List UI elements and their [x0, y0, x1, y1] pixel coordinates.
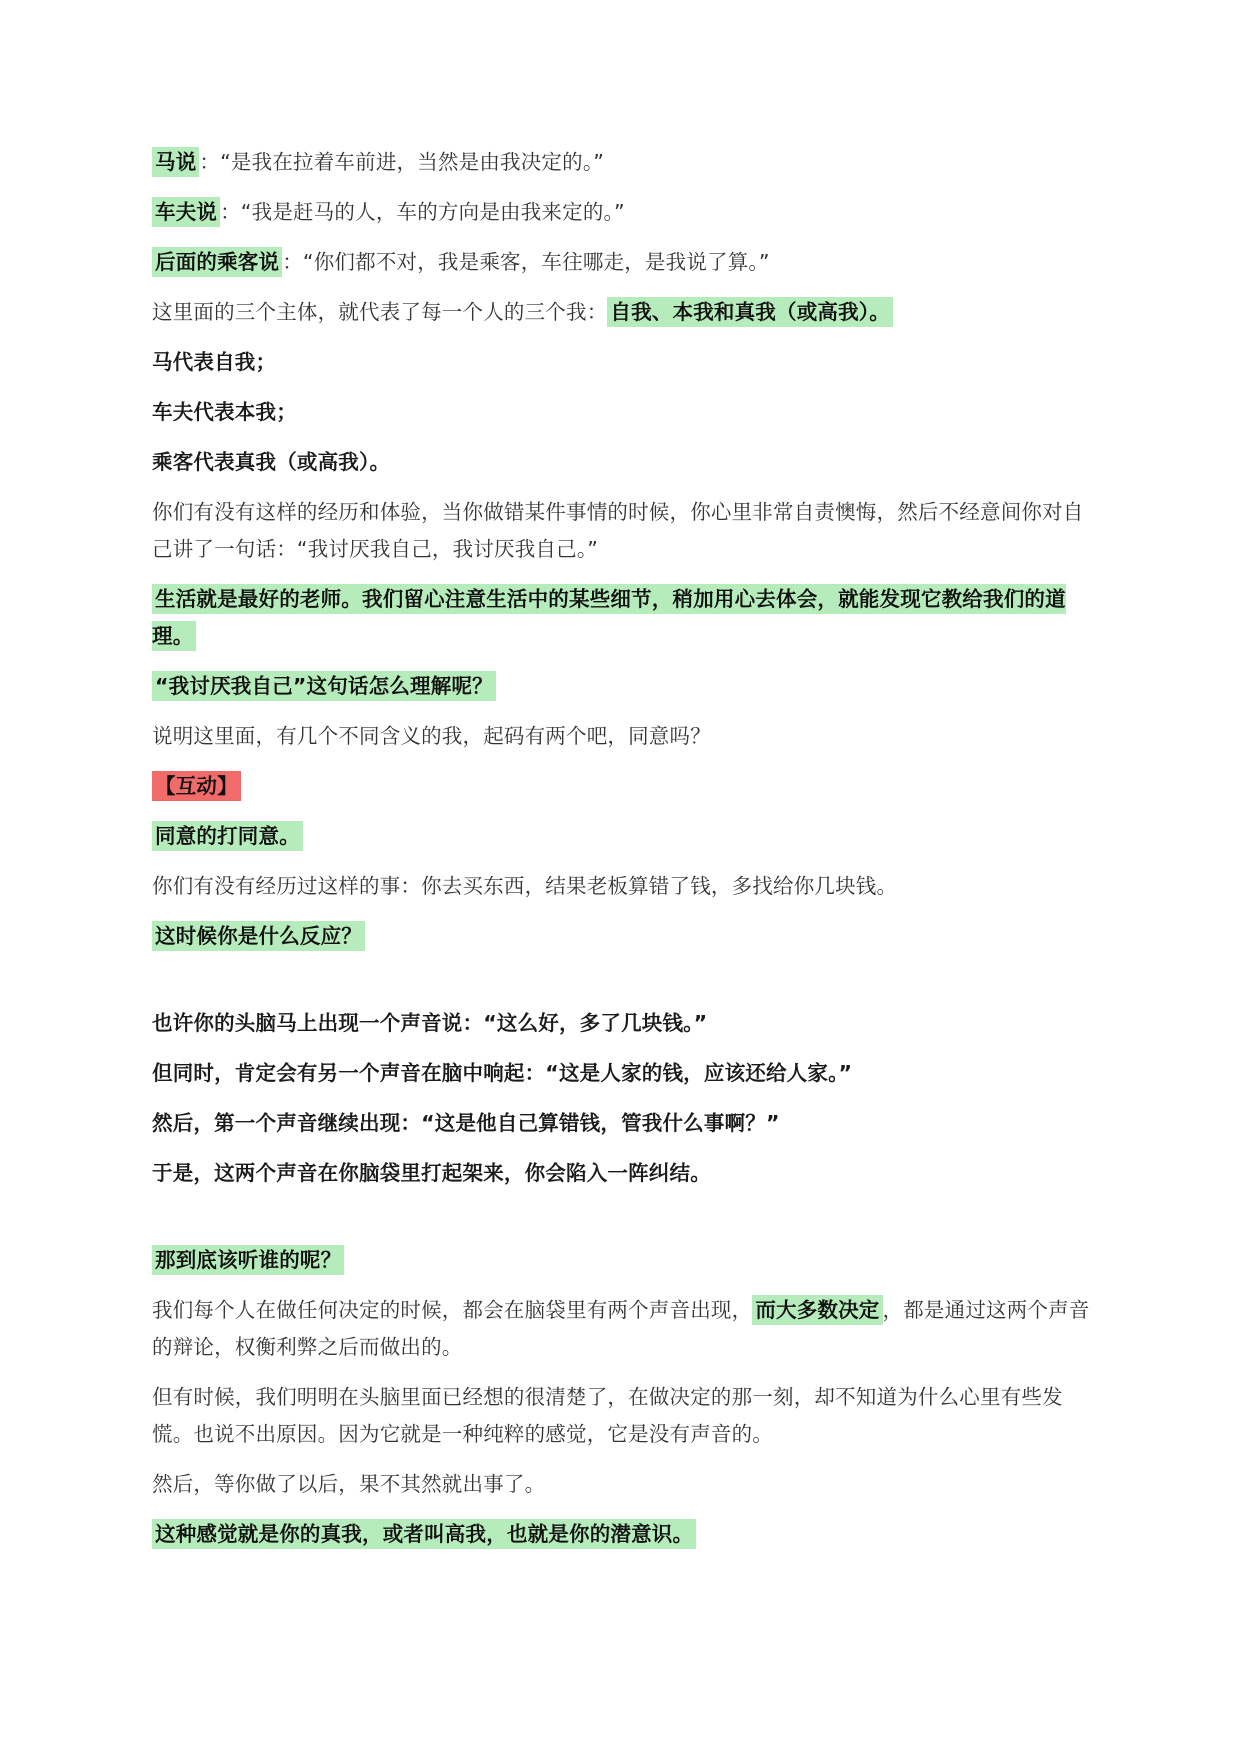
agree-highlight: 同意的打同意。	[152, 821, 303, 851]
decision-after: ，都是通过这两个声音的辩论，权衡利弊之后而做出的。	[152, 1298, 1090, 1359]
dialogue-horse	[152, 144, 1092, 181]
dialogue-driver	[152, 194, 1092, 231]
conclusion-line	[152, 1516, 1092, 1553]
speaker-driver: 车夫说	[152, 197, 220, 227]
voice-3: 然后，第一个声音继续出现：“这是他自己算错钱，管我什么事啊？”	[152, 1111, 780, 1135]
interact-line	[152, 768, 1092, 805]
speaker-horse: 马说	[152, 147, 199, 177]
interact-tag: 【互动】	[152, 771, 241, 801]
decision-highlight: 而大多数决定	[752, 1295, 882, 1325]
passenger-represents: 乘客代表真我（或高我）。	[152, 450, 391, 474]
quote-passenger: ：“你们都不对，我是乘客，车往哪走，是我说了算。”	[282, 250, 770, 274]
result-paragraph: 然后，等你做了以后，果不其然就出事了。	[152, 1472, 546, 1496]
driver-represents: 车夫代表本我；	[152, 400, 297, 424]
agree-line	[152, 818, 1092, 855]
feeling-paragraph: 但有时候，我们明明在头脑里面已经想的很清楚了，在做决定的那一刻，却不知道为什么心里有些发慌。也说不出原因。因为它就是一种纯粹的感觉，它是没有声音的。	[152, 1385, 1063, 1446]
reaction-question	[152, 918, 1092, 955]
spacer	[152, 1205, 1092, 1242]
whom-to-listen	[152, 1242, 1092, 1279]
voice-1: 也许你的头脑马上出现一个声音说：“这么好，多了几块钱。”	[152, 1011, 708, 1035]
voice-2: 但同时，肯定会有另一个声音在脑中响起：“这是人家的钱，应该还给人家。”	[152, 1061, 853, 1085]
spacer	[152, 968, 1092, 1005]
three-selves-intro-text: 这里面的三个主体，就代表了每一个人的三个我：	[152, 300, 608, 324]
whom-to-listen-highlight: 那到底该听谁的呢？	[152, 1245, 344, 1275]
lesson-highlight: 生活就是最好的老师。我们留心注意生活中的某些细节，稍加用心去体会，就能发现它教给我们的道理。	[152, 584, 1066, 651]
three-selves-highlight: 自我、本我和真我（或高我）。	[607, 297, 893, 327]
conclusion-highlight: 这种感觉就是你的真我，或者叫高我，也就是你的潜意识。	[152, 1519, 696, 1549]
quote-horse: ：“是我在拉着车前进，当然是由我决定的。”	[199, 150, 605, 174]
experience-paragraph: 你们有没有这样的经历和体验，当你做错某件事情的时候，你心里非常自责懊悔，然后不经意间你对自己讲了一句话：“我讨厌我自己，我讨厌我自己。”	[152, 500, 1084, 561]
decision-before: 我们每个人在做任何决定的时候，都会在脑袋里有两个声音出现，	[152, 1298, 753, 1322]
horse-represents: 马代表自我；	[152, 350, 277, 374]
question-hate-myself-highlight: “我讨厌我自己”这句话怎么理解呢？	[152, 671, 496, 701]
question-hate-myself	[152, 668, 1092, 705]
money-story: 你们有没有经历过这样的事：你去买东西，结果老板算错了钱，多找给你几块钱。	[152, 874, 898, 898]
quote-driver: ：“我是赶马的人，车的方向是由我来定的。”	[220, 200, 625, 224]
speaker-passenger: 后面的乘客说	[152, 247, 282, 277]
reaction-question-highlight: 这时候你是什么反应？	[152, 921, 365, 951]
explain-two-selves: 说明这里面，有几个不同含义的我，起码有两个吧，同意吗？	[152, 724, 711, 748]
document-body	[152, 144, 1092, 1566]
three-selves-intro	[152, 294, 1092, 331]
decision-paragraph	[152, 1292, 1092, 1366]
dialogue-passenger	[152, 244, 1092, 281]
voice-4: 于是，这两个声音在你脑袋里打起架来，你会陷入一阵纠结。	[152, 1161, 711, 1185]
lesson-paragraph	[152, 581, 1092, 655]
